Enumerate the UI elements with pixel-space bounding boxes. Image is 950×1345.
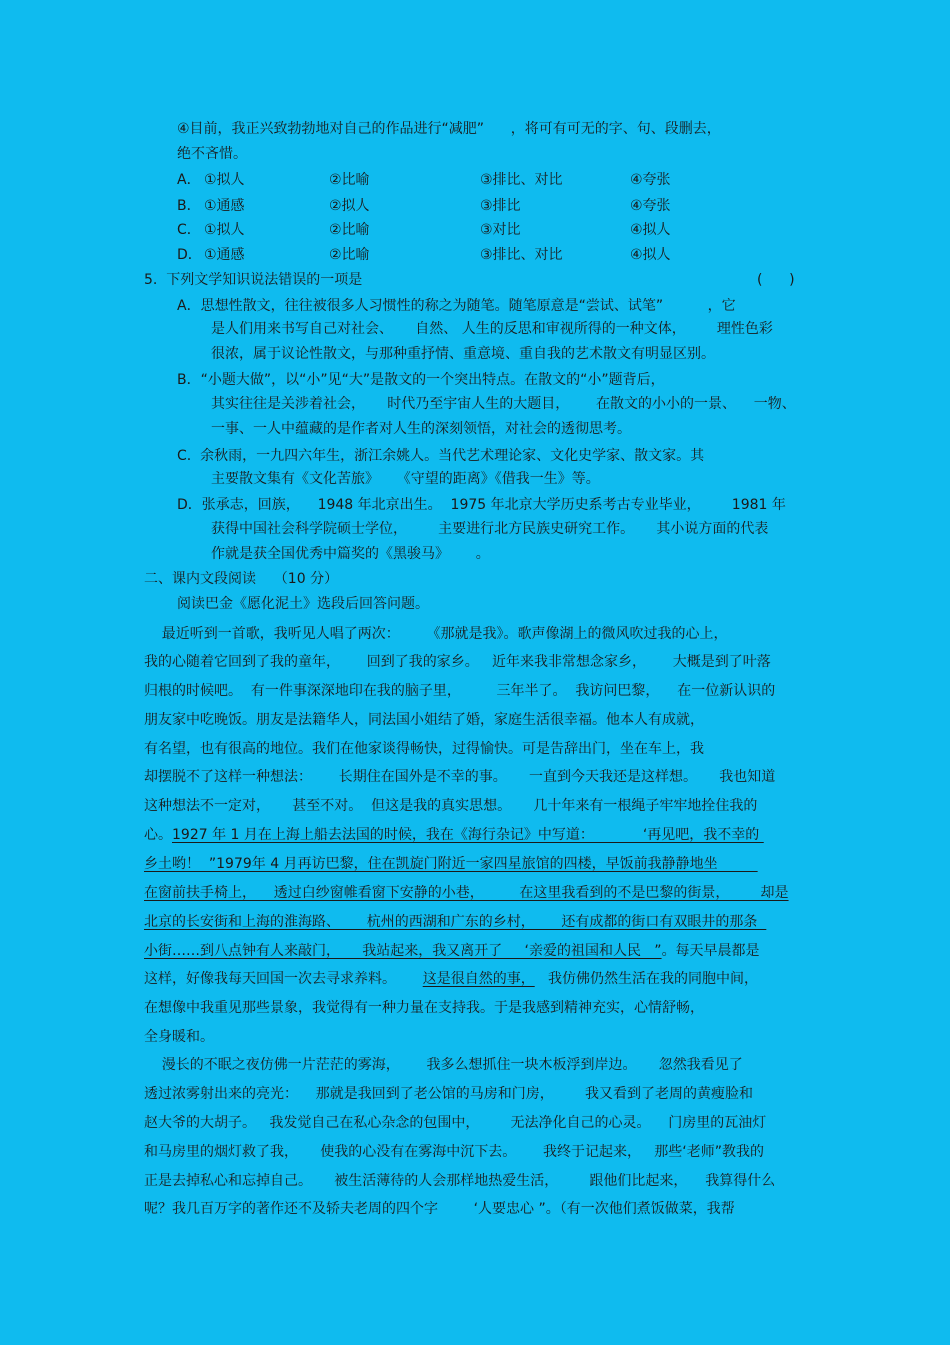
answer-parentheses: ( ) bbox=[757, 272, 795, 288]
option-letter: A． bbox=[177, 172, 201, 188]
passage-line: 归根的时候吧。 有一件事深深地印在我的脑子里， 三年半了。 我访问巴黎， 在一位新认识的 bbox=[144, 683, 776, 699]
q5-stem: 5. 下列文学知识说法错误的一项是 bbox=[144, 272, 363, 288]
q5-option-b-line1: B．“小题大做”，以“小”见“大”是散文的一个突出特点。在散文的“小”题背后， bbox=[177, 372, 665, 388]
passage-line: 却摆脱不了这样一种想法： 长期住在国外是不幸的事。 一直到今天我还是这样想。 我也知道 bbox=[144, 769, 776, 785]
option-letter: B． bbox=[177, 198, 201, 214]
passage-line: 乡土哟！ ”1979年 4 月再访巴黎，住在凯旋门附近一家四星旅馆的四楼，早饭前我静静地坐 bbox=[144, 856, 758, 872]
passage-line: 赵大爷的大胡子。 我发觉自己在私心杂念的包围中， 无法净化自己的心灵。 门房里的瓦油灯 bbox=[144, 1115, 767, 1131]
passage-line: 这样，好像我每天回国一次去寻求养料。 这是很自然的事， 我仿佛仍然生活在我的同胞中间， bbox=[144, 971, 759, 987]
option-c1: ①通感 bbox=[204, 198, 245, 214]
passage-line: 朋友家中吃晚饭。朋友是法籍华人，同法国小姐结了婚，家庭生活很幸福。他本人有成就， bbox=[144, 712, 704, 728]
reading-instruction: 阅读巴金《愿化泥土》选段后回答问题。 bbox=[177, 596, 429, 612]
passage-line: 全身暖和。 bbox=[144, 1029, 214, 1045]
q5-option-d-line1: D．张承志，回族， 1948 年北京出生。 1975 年北京大学历史系考古专业毕业， 1981 年 bbox=[177, 497, 786, 513]
passage-line: 正是去掉私心和忘掉自己。 被生活薄待的人会那样地热爱生活， 跟他们比起来， 我算得什么 bbox=[144, 1173, 776, 1189]
passage-line: 透过浓雾射出来的亮光： 那就是我回到了老公馆的马房和门房， 我又看到了老周的黄瘦脸和 bbox=[144, 1086, 753, 1102]
passage-line: 和马房里的烟灯救了我， 使我的心没有在雾海中沉下去。 我终于记起来， 那些‘老师”教我的 bbox=[144, 1144, 765, 1160]
q5-option-c-line2: 主要散文集有《文化苦旅》 《守望的距离》《借我一生》等。 bbox=[211, 471, 600, 487]
passage-line: 有名望，也有很高的地位。我们在他家谈得畅快，过得愉快。可是告辞出门，坐在车上，我 bbox=[144, 741, 704, 757]
option-c2: ②比喻 bbox=[329, 247, 370, 263]
passage-line: 北京的长安街和上海的淮海路、 杭州的西湖和广东的乡村， 还有成都的街口有双眼井的那条 bbox=[144, 914, 767, 930]
passage-line: 小街……到八点钟有人来敲门， 我站起来，我又离开了 ‘亲爱的祖国和人民 ”。每天早晨都是 bbox=[144, 943, 760, 959]
q5-option-c-line1: C. 余秋雨，一九四六年生，浙江余姚人。当代艺术理论家、文化史学家、散文家。其 bbox=[177, 448, 705, 464]
passage-line: 在想像中我重见那些景象，我觉得有一种力量在支持我。于是我感到精神充实，心情舒畅， bbox=[144, 1000, 704, 1016]
option-c4: ④夸张 bbox=[630, 198, 671, 214]
option-letter: C． bbox=[177, 222, 201, 238]
passage-line: 漫长的不眠之夜仿佛一片茫茫的雾海， 我多么想抓住一块木板浮到岸边。 忽然我看见了 bbox=[144, 1057, 743, 1073]
option-c3: ③排比 bbox=[480, 198, 521, 214]
q5-option-d-line3: 作就是获全国优秀中篇奖的《黑骏马》 。 bbox=[211, 546, 490, 562]
option-c4: ④拟人 bbox=[630, 222, 671, 238]
q5-option-b-line3: 一事、一人中蕴藏的是作者对人生的深刻领悟，对社会的透彻思考。 bbox=[211, 421, 631, 437]
passage-line: 心。1927 年 1 月在上海上船去法国的时候，我在《海行杂记》中写道： ‘再见吧，我不幸的 bbox=[144, 827, 764, 843]
option-letter: D． bbox=[177, 247, 202, 263]
option-c4: ④夸张 bbox=[630, 172, 671, 188]
q5-option-d-line2: 获得中国社会科学院硕士学位， 主要进行北方民族史研究工作。 其小说方面的代表 bbox=[211, 521, 769, 537]
q5-option-a-line3: 很浓，属于议论性散文，与那种重抒情、重意境、重自我的艺术散文有明显区别。 bbox=[211, 346, 715, 362]
q4-item4-line2: 绝不吝惜。 bbox=[177, 146, 247, 162]
option-c2: ②比喻 bbox=[329, 172, 370, 188]
option-c2: ②比喻 bbox=[329, 222, 370, 238]
q4-item4-line1: ④目前，我正兴致勃勃地对自己的作品进行“减肥” ，将可有可无的字、句、段删去， bbox=[177, 121, 721, 137]
option-c1: ①拟人 bbox=[204, 222, 245, 238]
option-c1: ①拟人 bbox=[204, 172, 245, 188]
q5-option-b-line2: 其实往往是关涉着社会， 时代乃至宇宙人生的大题目， 在散文的小小的一景、 一物、 bbox=[211, 396, 796, 412]
section-heading: 二、课内文段阅读 （10 分） bbox=[144, 571, 339, 587]
passage-line: 最近听到一首歌，我听见人唱了两次： 《那就是我》。歌声像湖上的微风吹过我的心上， bbox=[144, 626, 728, 642]
option-c3: ③排比、对比 bbox=[480, 172, 563, 188]
q5-option-a-line1: A．思想性散文，往往被很多人习惯性的称之为随笔。随笔原意是“尝试、试笔” ，它 bbox=[177, 298, 736, 314]
option-c4: ④拟人 bbox=[630, 247, 671, 263]
option-c1: ①通感 bbox=[204, 247, 245, 263]
passage-line: 这种想法不一定对， 甚至不对。 但这是我的真实思想。 几十年来有一根绳子牢牢地拴住我的 bbox=[144, 798, 758, 814]
option-c2: ②拟人 bbox=[329, 198, 370, 214]
option-c3: ③对比 bbox=[480, 222, 521, 238]
q5-option-a-line2: 是人们用来书写自己对社会、 自然、 人生的反思和审视所得的一种文体， 理性色彩 bbox=[211, 321, 773, 337]
passage-line: 在窗前扶手椅上， 透过白纱窗帷看窗下安静的小巷， 在这里我看到的不是巴黎的街景， 却是 bbox=[144, 885, 789, 901]
option-c3: ③排比、对比 bbox=[480, 247, 563, 263]
passage-line: 我的心随着它回到了我的童年， 回到了我的家乡。 近年来我非常想念家乡， 大概是到了叶落 bbox=[144, 654, 771, 670]
passage-line: 呢？我几百万字的著作还不及轿夫老周的四个字 ‘人要忠心 ”。（有一次他们煮饭做菜，我帮 bbox=[144, 1201, 735, 1217]
